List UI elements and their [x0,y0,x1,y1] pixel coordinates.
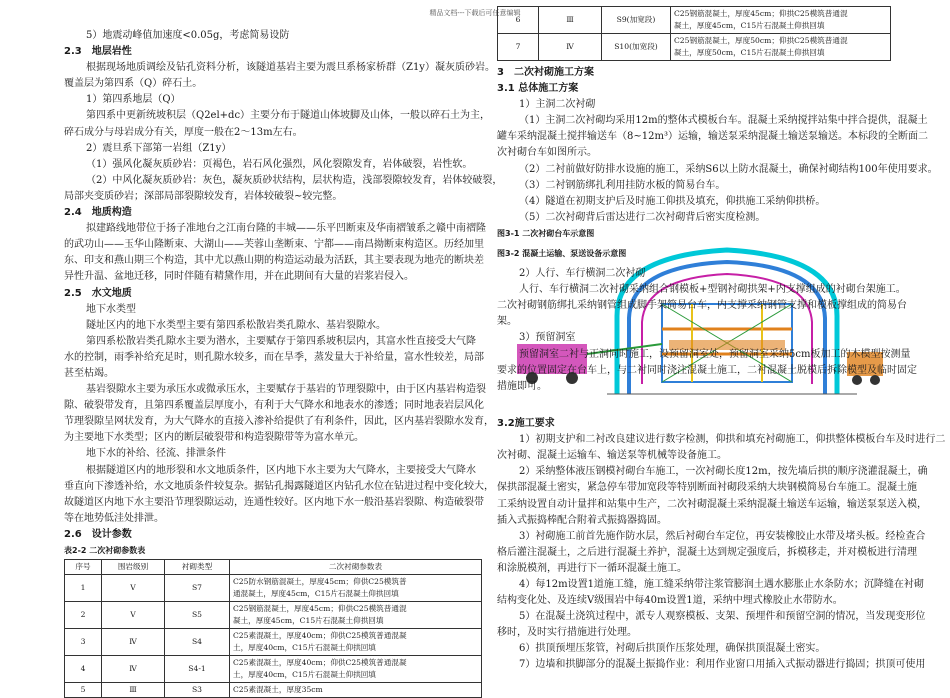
paragraph-line: 等在地势低洼处排泄。 [64,512,164,524]
cell-line: C25钢筋混凝土，厚度50cm；仰拱C25模筑普通混 [674,36,848,45]
table-row [65,575,482,602]
paragraph-line: 5）地震动峰值加速度<0.05g，考虑简易设防 [86,30,290,41]
cell-line: 通混凝土，厚度45cm，C15片石混凝土仰拱回填 [233,589,399,599]
cell-line: 土，厚度40cm，C15片石混凝土仰拱回填 [233,670,376,680]
col-header: 衬砌类型 [165,560,230,575]
paragraph-line: 隧址区内的地下水类型主要有第四系松散岩类孔隙水、基岩裂隙水。 [86,319,386,331]
table-header-row [65,560,482,575]
cell-no: 6 [498,7,539,34]
cell-params [230,656,482,683]
cell-grade: V [102,575,165,602]
section-heading: 2.4 地质构造 [64,207,132,219]
lining-trolley-figure [497,244,917,400]
paragraph-line: 架。 [497,316,517,328]
paragraph-line: 和涂脱模剂，再进行下一循环混凝土施工。 [497,562,687,574]
paragraph-line: 碎石成分与母岩成分有关，厚度一般在2～13m左右。 [64,126,303,138]
paragraph-line: 2）人行、车行横洞二次衬砌 [519,268,646,280]
table-row [65,602,482,629]
cell-grade: Ⅳ [102,656,165,683]
cell-type: S9(加宽段) [602,7,671,34]
paragraph-line: 1）第四系地层（Q） [86,94,181,106]
section-heading: 2.5 水文地质 [64,287,132,299]
paragraph-line: 隙、破裂带发育，且第四系覆盖层厚度小，有利于大气降水和地表水的渗透；同时地表岩层风化 [64,400,484,412]
paragraph-line: 地下水类型 [86,303,136,315]
cell-grade: Ⅳ [102,629,165,656]
cell-no: 5 [65,683,102,698]
cell-params [671,7,891,34]
paragraph-line: 基岩裂隙水主要为承压水或微承压水，主要赋存于基岩的节理裂隙中，由于区内基岩构造裂 [86,384,486,396]
cell-line: 凝土，厚度45cm，C15片石混凝土仰拱回填 [674,21,825,30]
cell-line: C25素混凝土，厚度40cm；仰供C25模筑普通混凝 [233,631,407,641]
cell-type: S3 [165,683,230,698]
cell-type: S7 [165,575,230,602]
section-heading: 3 二次衬砌施工方案 [497,67,594,78]
cell-params [671,34,891,61]
cell-line: C25防水钢筋混凝土，厚度45cm；仰供C25模筑普 [233,577,407,587]
cell-no: 4 [65,656,102,683]
paragraph-line: 插入式振捣棒配合附着式振捣器捣固。 [497,514,667,526]
cell-type: S10(加宽段) [602,34,671,61]
cell-line: C25素混凝土，厚度40cm；仰供C25模筑普通混凝 [233,658,407,668]
paragraph-line: 第四系中更新统坡积层（Q2el+dc）主要分布于隧道山体坡脚及山体，一般以碎石土为主， [86,110,491,122]
paragraph-line: 4）每12m设置1道施工缝，施工缝采纳带注浆管膨润土遇水膨胀止水条防水；沉降缝在衬砌 [519,578,924,590]
paragraph-line: （2）中风化凝灰质砂岩：灰色，凝灰质砂状结构，层状构造，浅部裂隙较发育，岩体较破裂， [86,174,503,186]
paragraph-line: 水的控制，雨季补给充足时，则孔隙水较多，而在旱季，蒸发量大于补给量，富水性较差，局部 [64,351,484,363]
lining-parameter-table [64,559,482,698]
figure-caption: 图3-2 混凝土运输、泵送设备示意图 [497,249,627,259]
paragraph-line: 覆盖层为第四系（Q）碎石土。 [64,78,203,90]
cell-params [230,629,482,656]
cell-params [230,575,482,602]
cell-grade: Ⅲ [102,683,165,698]
cell-type: S5 [165,602,230,629]
table-row [65,683,482,698]
paragraph-line: 为主要地下水类型；区内的断层破裂带和构造裂隙带等为富水单元。 [64,432,364,444]
paragraph-line: 节理裂隙呈网状发育，为大气降水的直接入渗补给提供了有利条件，因此，区内基岩裂隙水发育， [64,416,494,428]
paragraph-line: 保拱部混凝土密实，紧急停车带加宽段等特别断面衬砌段采纳大块钢模简易台车施工。混凝土施 [497,482,917,494]
paragraph-line: 要求的位置固定在台车上，与二衬同时浇注混凝土施工，二衬混凝土脱模后拆除模型及临时固定 [497,364,917,376]
paragraph-line: 地下水的补给、径流、排泄条件 [86,448,226,460]
paragraph-line: 2）震旦系下部第一岩组（Z1y） [86,142,232,154]
cell-grade: Ⅳ [539,34,602,61]
cell-grade: V [102,602,165,629]
paragraph-line: 7）边墙和拱脚部分的混凝土振捣作业：利用作业窗口用插入式振动器进行捣固；拱顶可使用 [519,659,926,671]
table-caption: 表2-2 二次衬砌参数表 [64,546,146,555]
paragraph-line: 结构变化处、及连续Ⅴ级围岩中每40m设置1道，采纳中埋式橡胶止水带防水。 [497,595,843,607]
section-heading: 3.2施工要求 [497,418,555,430]
cell-line: 土，厚度40cm，C15片石混凝土仰拱回填 [233,643,376,653]
cell-no: 1 [65,575,102,602]
cell-line: C25钢筋混凝土，厚度45cm；仰拱C25模筑普通混 [674,9,848,18]
paragraph-line: 人行、车行横洞二次衬砌采纳组合钢模板+型钢衬砌拱架+内支撑组成的衬砌台架施工。 [519,284,906,296]
paragraph-line: 工采纳设置自动计量拌和站集中生产，二次衬砌混凝土采纳混凝土输送车运输，输送泵泵送入模， [497,498,927,510]
paragraph-line: 格后灌注混凝土，之后进行混凝土养护，混凝土达到规定强度后，拆模移走，并对模板进行清理 [497,546,917,558]
col-header: 围岩级别 [102,560,165,575]
paragraph-line: 次衬砌台车如图所示。 [497,147,597,159]
table-row [498,7,891,34]
paragraph-line: （2）二衬前做好防排水设施的施工，采纳S6以上防水混凝土，确保衬砌结构100年使用要求。 [519,163,938,175]
cell-line: C25钢筋混凝土，厚度45cm；仰供C25模筑普通混 [233,604,407,614]
paragraph-line: 移时，及时实行措施进行处理。 [497,627,637,639]
cell-no: 7 [498,34,539,61]
paragraph-line: 1）主洞二次衬砌 [519,99,596,111]
cell-type: S4-1 [165,656,230,683]
table-row [498,34,891,61]
paragraph-line: 3）衬砌施工前首先施作防水层，然后衬砌台车定位，再安装橡胶止水带及堵头板。经检查合 [519,530,926,542]
paragraph-line: 甚至枯竭。 [64,367,114,379]
lining-parameter-table-continued [497,6,891,61]
paragraph-line: 罐车采纳混凝土搅拌输送车（8~12m³）运输，输送泵采纳混凝土输送泵输送。本标段的全断面二 [497,131,928,143]
paragraph-line: 东、印支和燕山期三个构造，其中尤以燕山期的构造运动最为活跃，其主要表现为地壳的断块差 [64,255,484,267]
figure-overlay-text [497,266,917,395]
paragraph-line: （5）二次衬砌背后雷达进行二次衬砌背后密实度检测。 [519,211,766,223]
table-row [65,629,482,656]
paragraph-line: （3）二衬钢筋绑扎利用挂防水板的简易台车。 [519,179,726,191]
paragraph-line: （4）隧道在初期支护后及时施工仰拱及填充，仰拱施工采纳仰拱桥。 [519,195,826,207]
cell-line: 凝土，厚度50cm，C15片石混凝土仰拱回填 [674,48,825,57]
cell-params [230,602,482,629]
cell-no: 3 [65,629,102,656]
paragraph-line: 2）采纳整体液压钢模衬砌台车施工，一次衬砌长度12m，按先墙后拱的顺序浇灌混凝土，确 [519,466,928,478]
cell-params: C25素混凝土，厚度35cm [230,683,482,698]
paragraph-line: 次衬砌、混凝土运输车、输送泵等机械等设备施工。 [497,450,727,462]
paragraph-line: 根据隧道区内的地形裂和水文地质条件，区内地下水主要为大气降水，主要接受大气降水 [86,464,476,476]
paragraph-line: 异性升温、盆地迁移，同时伴随有精黛作用，并在此期间有大量的岩浆岩侵入。 [64,271,414,283]
figure-caption: 图3-1 二次衬砌台车示意图 [497,228,595,238]
cell-no: 2 [65,602,102,629]
paragraph-line: 垂直向下渗透补给，水文地质条件较复杂。据钻孔揭露隧道区内钻孔水位在钻进过程中变化较大， [64,480,494,492]
paragraph-line: 3）预留洞室 [519,332,576,344]
paragraph-line: 1）初期支护和二衬改良建议进行数字检测，仰拱和填充衬砌施工，仰拱整体模板台车及时进行二 [519,434,946,446]
col-header: 二次衬砌参数表 [230,560,482,575]
section-heading: 3.1 总体施工方案 [497,83,579,95]
paragraph-line: 6）拱顶预埋压浆管，衬砌后拱顶作压浆处理，确保拱顶混凝土密实。 [519,643,826,655]
paragraph-line: 根据现场地质调绘及钻孔资料分析，该隧道基岩主要为震旦系杨家桥群（Z1y）凝灰质砂岩。 [86,62,495,74]
page-header: 精品文档---下载后可任意编辑 [429,9,521,17]
paragraph-line: 预留洞室二衬与正洞同时施工，设预留洞室处，预留洞室采纳5cm板加工的木模型按测量 [519,348,911,360]
col-header: 序号 [65,560,102,575]
paragraph-line: 第四系松散岩类孔隙水主要为潜水，主要赋存于第四系坡积层内，其富水性直接受大气降 [86,335,476,347]
right-column [497,6,946,674]
paragraph-line: 局部夹变质砂岩；深部局部裂隙较发育，岩体较破裂~较完整。 [64,190,343,202]
paragraph-line: 的武功山——玉华山隆断束、大湖山——芙蓉山垄断束、宁都——南昌拗断束构造区。历经加里 [64,239,484,251]
left-column [64,28,503,698]
cell-line: 凝土，厚度45cm，C15片石混凝土仰拱回填 [233,616,384,626]
table-row [65,656,482,683]
cell-grade: Ⅲ [539,7,602,34]
section-heading: 2.3 地层岩性 [64,46,132,58]
paragraph-line: 二次衬砌钢筋绑扎采纳钢管组成脚手架简易台车，内支撑采纳钢管支撑和模板撑组成的简易台 [497,300,907,312]
section-heading: 2.6 设计参数 [64,528,132,540]
paragraph-line: 5）在混凝土浇筑过程中，派专人观察模板、支架、预埋件和预留空洞的情况，当发现变形位 [519,611,926,623]
paragraph-line: （1）强风化凝灰质砂岩：页褐色，岩石风化强烈，风化裂隙发育，岩体破裂，岩性软。 [86,158,473,170]
paragraph-line: 拟建路线地带位于扬子准地台之江南台隆的丰城——乐平凹断束及华南褶皱系之赣中南褶隆 [86,223,486,235]
paragraph-line: （1）主洞二次衬砌均采用12m的整体式模板台车。混凝土采纳搅拌站集中拌合提供，混凝土 [519,115,928,127]
cell-type: S4 [165,629,230,656]
paragraph-line: 故隧道区内地下水主要沿节理裂隙运动，连通性较好。区内地下水一般沿基岩裂隙、构造破裂带 [64,496,484,508]
paragraph-line: 措施即可。 [497,380,547,392]
